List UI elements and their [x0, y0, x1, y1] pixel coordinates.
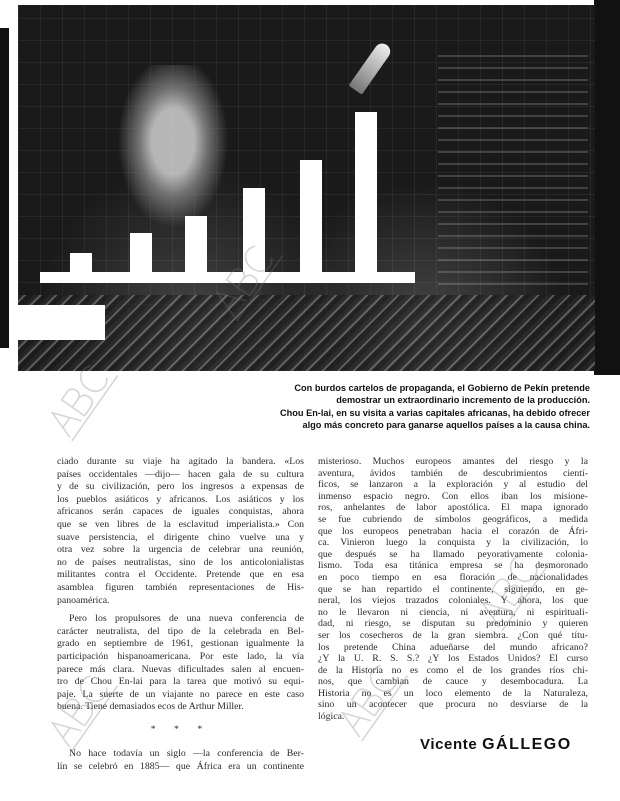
photo-white-block	[18, 305, 105, 340]
text-line: neral, los viejos trazados coloniales. Y ahora, los que	[318, 595, 588, 607]
text-line: que después se ha llamado peyorativamente colonia-	[318, 548, 588, 560]
text-line: no de países neutralistas, sino de los anticolonialistas	[57, 556, 304, 568]
text-line: misterioso. Muchos europeos amantes del riesgo y la	[318, 456, 588, 467]
text-line: asamblea figuren también representaciones de His-	[57, 581, 304, 593]
text-line: buena. Tiene demasiados ecos de Arthur Miller.	[57, 701, 244, 713]
text-line: ser los cosecheros de la gran siembra. ¿Con qué títu-	[318, 629, 588, 641]
photo-chart-baseline	[40, 272, 415, 283]
photo-chart-bar	[185, 216, 207, 272]
text-line: en poco tiempo en esa floración de nacionalidades	[318, 571, 588, 583]
text-line: ca. Vinieron luego la conquista y la civilización, lo	[318, 537, 588, 549]
text-line: se fue cubriendo de símbolos geográficos, a medida	[318, 513, 588, 525]
article-column-left	[57, 456, 304, 774]
text-line: dad, ni riesgo, se disputan su predominio y quieren	[318, 618, 588, 630]
paragraph	[57, 748, 304, 773]
paragraph	[57, 456, 304, 607]
photo-chart-bar	[70, 253, 92, 272]
text-line: carácter neutralista, del tipo de la celebrada en Bel-	[57, 625, 304, 637]
text-line: otra vez sobre la urgencia de celebrar una reunión,	[57, 544, 304, 556]
text-line: panoamérica.	[57, 594, 110, 606]
text-line: suave persistencia, el dirigente chino vuelve una y	[57, 531, 304, 543]
photo-caption	[150, 382, 590, 431]
photo-chinese-signs	[438, 45, 588, 285]
photo-rocket	[349, 40, 394, 94]
text-line: parece más clara. Nuevas dificultades salen al encuen-	[57, 663, 304, 675]
text-line: lismo. Toda esa titánica empresa se ha desmoronado	[318, 560, 588, 572]
author-byline	[420, 736, 572, 754]
text-line: que se ven libres de la esclavitud imperialista.» Con	[57, 518, 304, 530]
text-line: los pueblos asiáticos y africanos. Los asiáticos y los	[57, 493, 304, 505]
scan-edge-left	[0, 28, 9, 348]
text-line: ¿Y la U. R. S. S.? ¿Y los Estados Unidos? El curso	[318, 653, 588, 665]
text-line: países occidentales —dijo— hacen gala de su cultura	[57, 468, 304, 480]
caption-line: algo más concreto para ganarse aquellos países a la causa china.	[302, 419, 590, 430]
caption-line: Chou En-lai, en su visita a varias capitales africanas, ha debido ofrecer	[280, 407, 590, 418]
text-line: sino un acontecer que procura no desviarse de la	[318, 699, 588, 711]
text-line: que los europeos penetraban hacia el corazón de Áfri-	[318, 525, 588, 537]
scan-edge-right	[594, 0, 620, 375]
photo-chart-bar	[130, 233, 152, 272]
author-first-name: Vicente	[420, 736, 478, 753]
text-line: grado en septiembre de 1961, gestionan igualmente la	[57, 638, 304, 650]
text-line: paje. La suerte de un viajante no parece en este caso	[57, 688, 304, 700]
text-line: y de su civilización, pero los ingresos a expensas de	[57, 481, 304, 493]
article-column-right	[318, 456, 588, 723]
caption-line: demostrar un extraordinario incremento de la producción.	[336, 395, 590, 406]
text-line: africanos serán capaces de iguales conquistas, ahora	[57, 506, 304, 518]
text-line: no le llevaron ni ciencia, ni aventura, ni espirituali-	[318, 606, 588, 618]
text-line: No hace todavía un siglo —la conferencia de Ber-	[69, 748, 304, 760]
section-separator: * * *	[150, 723, 211, 735]
text-line: participación hispanoamericana. Por este lado, la vía	[57, 650, 304, 662]
text-line: lín se celebró en 1885— que África era un continente	[57, 761, 304, 773]
text-line: Pero los propulsores de una nueva conferencia de	[69, 613, 304, 625]
photo-chart-bar	[243, 188, 265, 272]
text-line: aventura, ávidos también de descubrimientos cientí-	[318, 467, 588, 479]
photo-chart-bar	[300, 160, 322, 272]
text-line: lógica.	[318, 711, 345, 723]
propaganda-photo	[18, 5, 595, 371]
text-line: nos, que cambian de cauce y desembocadura. La	[318, 676, 588, 688]
photo-chart-bar	[355, 112, 377, 272]
text-line: que se han repartido el continente, siguiendo, en ge-	[318, 583, 588, 595]
caption-line: Con burdos cartelos de propaganda, el Gobierno de Pekín pretende	[294, 383, 590, 393]
text-line: militantes contra el Occidente. Pretende que en esa	[57, 569, 304, 581]
text-line: ros, anhelantes de labor apostólica. El mapa ignorado	[318, 502, 588, 514]
photo-horse-rider-figure	[113, 65, 233, 235]
text-line: Historia no es un loco elemento de la Naturaleza,	[318, 687, 588, 699]
text-line: inmenso espacio negro. Con ellos iban los misione-	[318, 490, 588, 502]
text-line: ciado durante su viaje ha agitado la bandera. «Los	[57, 456, 304, 467]
text-line: de la Historia no es como el de los grandes ríos chi-	[318, 664, 588, 676]
author-last-name: GÁLLEGO	[482, 736, 572, 753]
paragraph	[57, 613, 304, 714]
text-line: los pretende China adueñarse del mundo africano?	[318, 641, 588, 653]
text-line: tro de Chou En-lai para la tarea que motivó su equi-	[57, 676, 304, 688]
paragraph	[318, 456, 588, 723]
text-line: ficos, se lanzaron a la exploración y al estudio del	[318, 479, 588, 491]
